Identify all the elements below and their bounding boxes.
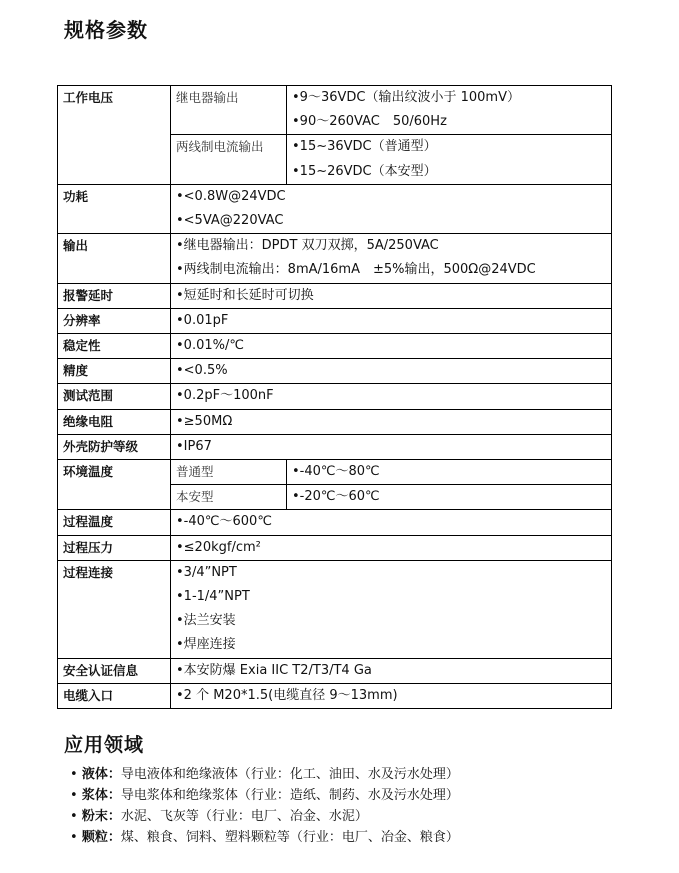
value-cell (287, 135, 612, 184)
value-cell (287, 86, 612, 135)
value-cell (171, 560, 612, 658)
value-line: •两线制电流输出：8mA/16mA ±5%输出，500Ω@24VDC (176, 262, 536, 278)
value-cell: •0.01pF (171, 308, 612, 333)
row-label-resolution: 分辨率 (58, 308, 171, 333)
value-line: •3/4”NPT (176, 564, 237, 580)
app-name: 液体： (81, 767, 121, 782)
app-desc: 水泥、飞灰等（行业：电厂、冶金、水泥） (120, 809, 368, 824)
value-cell: •<0.5% (171, 359, 612, 384)
row-label-output: 输出 (58, 234, 171, 283)
value-line: •焊座连接 (176, 637, 236, 653)
applications-list (70, 764, 459, 848)
value-cell: •0.01%/℃ (171, 334, 612, 359)
value-line: •<5VA@220VAC (176, 213, 284, 229)
app-name: 颗粒： (81, 830, 121, 845)
value-line: •1-1/4”NPT (176, 589, 250, 605)
value-line: •9～36VDC（输出纹波小于 100mV） (292, 90, 520, 105)
row-label-ip: 外壳防护等级 (58, 434, 171, 459)
app-desc: 导电液体和绝缘液体（行业：化工、油田、水及污水处理） (120, 767, 459, 782)
row-label-proc-temp: 过程温度 (58, 510, 171, 535)
row-label-stability: 稳定性 (58, 334, 171, 359)
value-cell: •0.2pF～100nF (171, 384, 612, 409)
row-label-cert: 安全认证信息 (58, 658, 171, 683)
value-line: •15~36VDC（普通型） (292, 139, 437, 155)
table-row (58, 510, 612, 535)
row-label-accuracy: 精度 (58, 359, 171, 384)
value-line: •90～260VAC 50/60Hz (292, 114, 447, 130)
value-cell: •2 个 M20*1.5(电缆直径 9～13mm) (171, 683, 612, 708)
value-cell: •IP67 (171, 434, 612, 459)
value-line: •法兰安装 (176, 613, 236, 629)
sub-label-safe: 本安型 (171, 485, 287, 510)
app-name: 浆体： (81, 788, 121, 803)
table-row (58, 658, 612, 683)
table-row (58, 308, 612, 333)
row-label-alarm: 报警延时 (58, 283, 171, 308)
value-cell (171, 234, 612, 283)
table-row (58, 535, 612, 560)
row-label-voltage: 工作电压 (58, 86, 171, 185)
section-title-applications: 应用领域 (64, 734, 145, 756)
spec-table (57, 85, 612, 709)
table-row (58, 184, 612, 233)
row-label-insulation: 绝缘电阻 (58, 409, 171, 434)
value-line: •继电器输出：DPDT 双刀双掷，5A/250VAC (176, 238, 439, 254)
table-row (58, 683, 612, 708)
row-label-range: 测试范围 (58, 384, 171, 409)
value-cell: •≤20kgf/cm² (171, 535, 612, 560)
table-row (58, 334, 612, 359)
table-row (58, 560, 612, 658)
row-label-env-temp: 环境温度 (58, 460, 171, 510)
sub-label-two-wire: 两线制电流输出 (171, 135, 287, 184)
table-row (58, 86, 612, 135)
value-cell: •-20℃～60℃ (287, 485, 612, 510)
value-cell: •本安防爆 Exia IIC T2/T3/T4 Ga (171, 658, 612, 683)
sub-label-normal: 普通型 (171, 460, 287, 485)
row-label-proc-press: 过程压力 (58, 535, 171, 560)
list-item: • 液体：导电液体和绝缘液体（行业：化工、油田、水及污水处理） (70, 767, 459, 782)
value-line: •<0.8W@24VDC (176, 188, 286, 204)
value-cell (171, 184, 612, 233)
app-desc: 煤、粮食、饲料、塑料颗粒等（行业：电厂、冶金、粮食） (120, 830, 459, 845)
table-row (58, 234, 612, 283)
list-item: • 粉末：水泥、飞灰等（行业：电厂、冶金、水泥） (70, 809, 368, 824)
list-item: • 浆体：导电浆体和绝缘浆体（行业：造纸、制药、水及污水处理） (70, 788, 459, 803)
app-desc: 导电浆体和绝缘浆体（行业：造纸、制药、水及污水处理） (120, 788, 459, 803)
table-row (58, 359, 612, 384)
table-row (58, 283, 612, 308)
row-label-proc-conn: 过程连接 (58, 560, 171, 658)
value-cell: •-40℃～80℃ (287, 460, 612, 485)
list-item: • 颗粒：煤、粮食、饲料、塑料颗粒等（行业：电厂、冶金、粮食） (70, 830, 459, 845)
table-row (58, 434, 612, 459)
value-cell: •短延时和长延时可切换 (171, 283, 612, 308)
row-label-cable: 电缆入口 (58, 683, 171, 708)
sub-label-relay: 继电器输出 (171, 86, 287, 135)
table-row (58, 460, 612, 485)
value-cell: •-40℃～600℃ (171, 510, 612, 535)
row-label-power: 功耗 (58, 184, 171, 233)
page-title: 规格参数 (64, 18, 148, 42)
table-row (58, 384, 612, 409)
value-cell: •≥50MΩ (171, 409, 612, 434)
value-line: •15~26VDC（本安型） (292, 163, 437, 179)
app-name: 粉末： (81, 809, 121, 824)
table-row (58, 409, 612, 434)
